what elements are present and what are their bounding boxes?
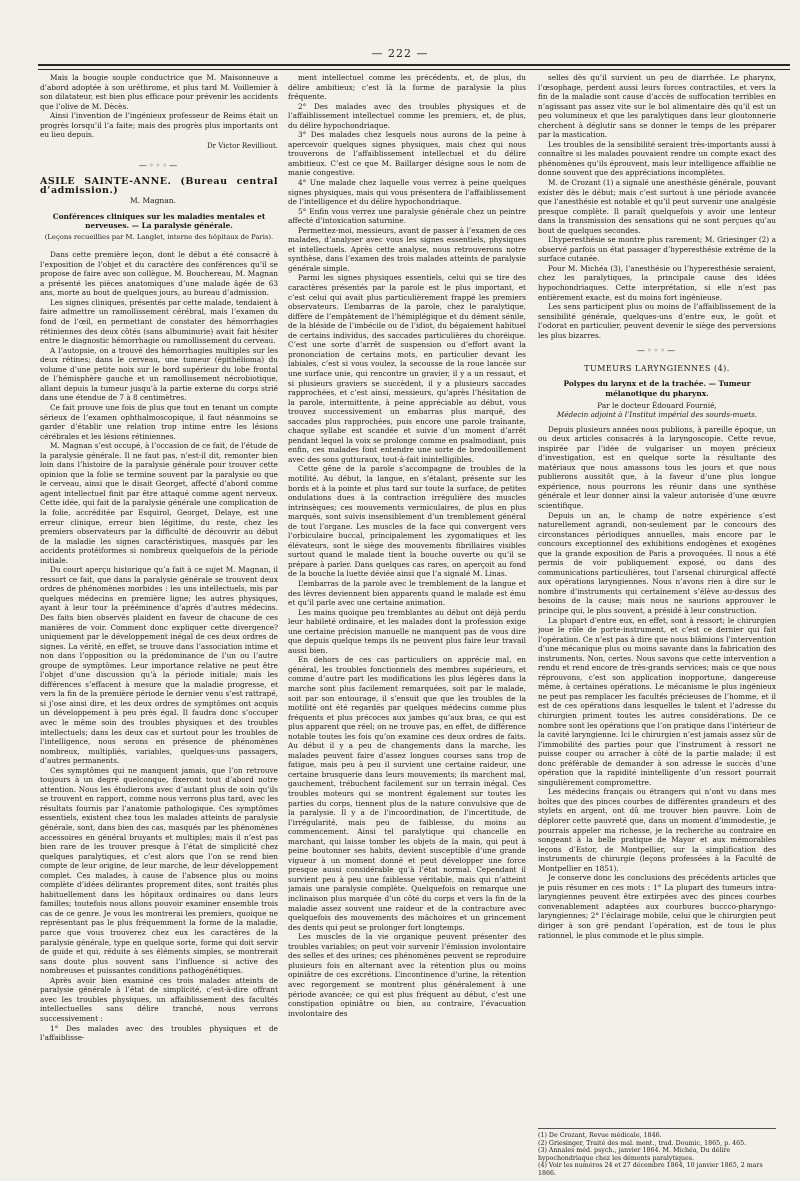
paragraph: L’embarras de la parole avec le tremblement de la langue et des lèvres deviennent bien apparents quand le malade est ému et qu’il parle avec une certaine animation. xyxy=(288,578,526,608)
paragraph: 4° Une malade chez laquelle vous verrez à peine quelques signes physiques, mais qui vous présentera de l’affaiblissement de l’intelligence et du délire hypochondriaque. xyxy=(288,178,526,207)
footnote: (1) De Crozant, Revue médicale, 1846. xyxy=(538,1132,662,1139)
paragraph: Les sens participent plus ou moins de l’affaiblissement de la sensibilité générale, quelques-uns d’entre eux, le goût et l’odorat en particulier, peuvent devenir le siège des perversions les plus bizarres. xyxy=(538,302,776,340)
paragraph: 1° Des malades avec des troubles physiques et de l’affaiblisse- xyxy=(40,1023,278,1043)
paragraph: 2° Des malades avec des troubles physiques et de l’affaiblissement intellectuel comme les premiers, et, de plus, du délire hypochondriaque. xyxy=(288,101,526,130)
paragraph: Dans cette première leçon, dont le début a été consacré à l’exposition de l’objet et du caractère des conférences qu’il se propose de faire avec son collègue, M. Bouchereau, M. Magnan a présenté les pièces anatomiques d’une malade âgée de 63 ans, morte au bout de quelques jours, au bureau d’admission. xyxy=(40,250,278,298)
ornament-divider: —◦◦◦— xyxy=(138,161,180,171)
section-author: M. Magnan. xyxy=(130,196,176,206)
section-heading: ASILE SAINTE-ANNE. (Bureau central d’admission.) xyxy=(40,175,278,197)
paragraph: M. de Crozant (1) a signalé une anesthésie générale, pouvant exister dès le début; mais c’est surtout à une période avancée que l’anesthésie est notable et qu’il peut survenir une analgésie presque complète. Il paraît quelquefois y avoir une lenteur dans la transmission des sensations qui ne sont perçues qu’au bout de quelques secondes. xyxy=(538,178,776,235)
section-subtitle: Conférences cliniques sur les maladies mentales et nerveuses. — La paralysie générale. xyxy=(52,211,266,231)
paragraph: Les muscles de la vie organique peuvent présenter des troubles variables; on peut voir survenir l’émission involontaire des selles et des urines; ces phénomènes peuvent se reproduire plusieurs fois en alternant avec la rétention plus ou moins opiniâtre de ces excrétions. L’incontinence d’urine, la rétention avec regorgement se montrent plus généralement à une période avancée; ce qui est plus fréquent au début, c’est une constipation opiniâtre ou bien, au contraire, l’évacuation involontaire des xyxy=(288,932,526,1018)
paragraph: Depuis un an, le champ de notre expérience s’est naturellement agrandi, non-seulement par le concours des circonstances périodiques annuelles, mais encore par le concours exceptionnel des exhibitions endogènes et exogènes que la grande exposition de Paris a provoquées. Il nous a été permis de voir publiquement exposé, ou dans des communications particulières, tout l’arsenal chirurgical affecté aux opérations laryngiennes. Nous n’avons rien à dire sur le nombre d’instruments qui certainement s’élève au-dessus des besoins de la cause; mais nous ne saurions approuver le principe qui, le plus souvent, a présidé à leur construction. xyxy=(538,510,776,615)
signature: Dr Victor Revilliout. xyxy=(207,141,278,150)
article-subtitle: Polypes du larynx et de la trachée. — Tumeur mélanotique du pharynx. xyxy=(563,379,751,398)
header-rule xyxy=(38,64,790,70)
paragraph: Cette gêne de la parole s’accompagne de troubles de la motilité. Au début, la langue, en s’étalant, présente sur les bords et à la pointe et plus tard sur toute la surface, de petites ondulations dues à la contraction irrégulière des muscles intrinsèques; ces mouvements vermiculaires, de plus en plus marqués, sont suivis insensiblement d’un tremblement général de tout l’organe. Les muscles de la face qui convergent vers l’orbiculaire buccal, principalement les zygomatiques et les élévateurs, sont le siège des mouvements fibrillaires visibles surtout quand le malade tient la bouche ouverte ou qu’il se prépare à parler. Dans quelques cas rares, on aperçoit au fond de la bouche la luette déviée ainsi que l’a signalé M. Linas. xyxy=(288,464,526,579)
paragraph: Ces symptômes qui ne manquent jamais, que l’on retrouve toujours à un degré quelconque, fixeront tout d’abord notre attention. Nous les étudierons avec d’autant plus de soin qu’ils se trouvent en rapport, comme nous verrons plus tard, avec les résultats fournis par l’anatomie pathologique. Ces symptômes essentiels, existent chez tous les malades atteints de paralysie générale, sont, dans bien des cas, masqués par les phénomènes accessoires en général bruyants et multiples; mais il n’est pas bien rare de les trouver presque à l’état de simplicité chez quelques paralytiques, et c’est alors que l’on se rend bien compte de leur origine, de leur marche, de leur développement complet. Ces malades, à cause de l’absence plus ou moins complète d’idées délirantes proprement dites, sont traités plus habituellement dans les hôpitaux ordinaires ou dans leurs familles; toutefois nous allons pouvoir examiner ensemble trois cas de ce genre. Je vous les montrerai les premiers, quoique ne représentant pas le plus fréquemment la forme de la maladie, parce que vous trouverez chez eux les caractères de la paralysie générale, type en quelque sorte, forme qui doit servir de guide et qui, réduite à ses éléments simples, se montrerait sans doute plus souvent sans l’influence si active des nombreuses et puissantes conditions pathogénétiques. xyxy=(40,765,278,976)
column-3 xyxy=(538,73,776,1123)
article-affiliation: Médecin adjoint à l’Institut impérial des sourds-muets. xyxy=(556,410,758,420)
article-byline: Par le docteur Édouard Fournié, xyxy=(597,400,717,410)
footnote: (2) Griesinger, Traité des mal. ment., trad. Doumic, 1865, p. 465. xyxy=(538,1139,747,1147)
paragraph: Pour M. Michéa (3), l’anesthésie ou l’hyperesthésie seraient, chez les paralytiques, la principale cause des idées hypochondriaques. Cette interprétation, si elle n’est pas entièrement exacte, est du moins fort ingénieuse. xyxy=(538,263,776,302)
paragraph: Depuis plusieurs années nous publions, à pareille époque, un ou deux articles consacrés à la laryngoscopie. Cette revue, inspirée par l’idée de vulgariser un moyen précieux d’investigation, est en quelque sorte la résultante des matériaux que nous amassons tous les jours et que nous publierons aussitôt que, à la faveur d’une plus longue expérience, nous pourrons les réunir dans une synthèse générale et leur donner ainsi la valeur autorisée d’une œuvre scientifique. xyxy=(538,424,776,510)
paragraph: Après avoir bien examiné ces trois malades atteints de paralysie générale à l’état de simplicité, c’est-à-dire offrant avec les troubles physiques, un affaiblissement des facultés intellectuelles sans délire tranché, nous verrons successivement : xyxy=(40,975,278,1023)
page-number: — 222 — xyxy=(371,47,429,60)
paragraph: Les mains quoique peu tremblantes au début ont déjà perdu leur habileté ordinaire, et les malades dont la profession exige une certaine précision manuelle ne manquent pas de vous dire que depuis quelque temps ils ne peuvent plus faire leur travail aussi bien. xyxy=(288,607,526,655)
paragraph: selles dès qu’il survient un peu de diarrhée. Le pharynx, l’œsophage, perdent aussi leurs forces contractiles, et vers la fin de la maladie sont cause d’accès de suffocation terribles en n’agissant pas assez vite sur le bol alimentaire dès qu’il est un peu volumineux et que les paralytiques dans leur gloutonnerie cherchent à déglutir sans se donner le temps de les préparer par la mastication. xyxy=(538,73,776,140)
paragraph: Parmi les signes physiques essentiels, celui qui se tire des caractères présentés par la parole est le plus important, et c’est celui qui avait plus particulièrement frappé les premiers observateurs. L’embarras de la parole, chez le paralytique, diffère de l’empâtement de l’hémiplégique et du dément sénile, de la bléside de l’imbécile ou de l’idiot, du bégaiement habituel de certains individus, des saccades particulières du choréique. C’est une sorte d’arrêt de suspension ou d’effort avant la prononciation de certains mots, en particulier devant les labiales, c’est si vous voulez, la secousse de la roue lancée sur une surface unie, qui rencontre un gravier, il y a un ressaut, et si plusieurs graviers se succèdent, il y a plusieurs saccades rapprochées, et c’est ainsi, messieurs, qu’après l’hésitation de la parole, intermittente, à peine appréciable au début, vous trouvez successivement un embarras plus marqué, des saccades plus rapprochées, puis encore une parole traînante, chaque syllabe est scandée et suivie d’un moment d’arrêt pendant lequel la voix se prolonge comme en psalmodiant, puis enfin, ces malades font entendre une sorte de bredouillement avec des sons gutturaux, tout-à-fait inintelligibles. xyxy=(288,273,526,464)
paragraph: A l’autopsie, on a trouvé des hémorrhagies multiples sur les deux rétines; dans le cerveau, une tumeur (épithélioma) du volume d’une petite noix sur le bord supérieur du lobe frontal de l’hémisphère gauche et un ramollissement nécrobiotique, allant depuis la tumeur jusqu’à la partie externe du corps strié dans une étendue de 7 à 8 centimètres. xyxy=(40,345,278,403)
paragraph: Les médecins français ou étrangers qui n’ont vu dans mes boîtes que des pinces courbes de différentes grandeurs et des stylets en argent, ont dû me trouver bien pauvre. Loin de déplorer cette pauvreté que, dans un moment d’immodestie, je pourrais appeler ma richesse, je la recherche au contraire en songeant à la belle pratique de Mayor et aux mémorables leçons d’Estor, de Montpellier, sur la simplification des instruments de chirurgie (leçons professées à la Faculté de Montpellier en 1851). xyxy=(538,787,776,873)
footnote: (3) Annales méd. psych., janvier 1864. M. Michéa, Du délire hypochondriaque chez les déments paralytiques. xyxy=(538,1147,731,1162)
paragraph: M. Magnan s’est occupé, à l’occasion de ce fait, de l’étude de la paralysie générale. Il ne faut pas, n’est-il dit, remonter bien loin dans l’histoire de la paralysie générale pour trouver cette opinion que la folie se termine souvent par la paralysie ou que le cerveau, ainsi que le disait Georget, affecté d’abord comme agent intellectuel finit par être attaqué comme agent nerveux. Cette idée, qui fait de la paralysie générale une complication de la folie, accréditée par Esquirol, Georget, Delaye, est une erreur clinique, erreur bien légitime, du reste, chez les premiers observateurs par la difficulté de découvrir au début de la maladie les signes caractéristiques, masqués par les accidents protéiformes si nombreux quelquefois de la période initiale. xyxy=(40,441,278,565)
column-2 xyxy=(288,73,526,1173)
paragraph: Du court aperçu historique qu’a fait à ce sujet M. Magnan, il ressort ce fait, que dans la paralysie générale se trouvent deux ordres de phénomènes morbides : les uns intellectuels, mis par quelques médecins en première ligne; les autres physiques, ayant à leur tour la prééminence d’après d’autres médecins. Des faits bien observés plaident en faveur de chacune de ces manières de voir. Comment donc expliquer cette divergence? uniquement par le développement inégal de ces deux ordres de signes. La vérité, en effet, se trouve dans l’association intime et non dans l’opposition ou la prédominance de l’un ou l’autre groupe de symptômes. Leur importance relative ne peut être l’objet d’une discussion qu’à la période initiale; mais les différences s’effacent à mesure que la maladie progresse, et vers la fin de la première période le dernier venu s’est rattrapé, si j’ose ainsi dire, et les deux ordres de symptômes ont acquis un développement à peu près égal. Il faudra donc s’occuper avec le même soin des troubles physiques et des troubles intellectuels; dans les deux cas et surtout pour les troubles de l’intelligence, nous serons en présence de phénomènes nombreux, multipliés, variables, quelques-uns passagers, d’autres permanents. xyxy=(40,565,278,766)
article-heading: TUMEURS LARYNGIENNES (4). xyxy=(584,363,730,373)
paragraph: La plupart d’entre eux, en effet, sont à ressort; le chirurgien joue le rôle de porte-instrument, et c’est ce dernier qui fait l’opération. Ce n’est pas à dire que nous blâmions l’intervention d’une mécanique plus ou moins savante dans la fabrication des instruments. Non, certes. Nous savons que cette intervention a rendu et rend encore de très-grands services; mais ce que nous réprouvons, c’est son application inopportune, dangereuse même, à certaines opérations. Le mécanisme le plus ingénieux ne peut pas remplacer les facultés précieuses de l’homme, et il est de ces opérations dans lesquelles le talent et l’adresse du chirurgien priment toutes les autres considérations. De ce nombre sont les opérations que l’on pratique dans l’intérieur de la cavité laryngienne. Ici le chirurgien n’est jamais assez sûr de l’immobilité des parties pour que l’instrument à ressort ne puisse couper ou arracher à côté de la partie malade; il est donc préférable de demander à son adresse le succès d’une opération que la rapidité inintelligente d’un ressort pourrait singulièrement compromettre. xyxy=(538,615,776,787)
paragraph: 5° Enfin vous verrez une paralysie générale chez un peintre affecté d’intoxication saturnine. xyxy=(288,206,526,226)
footnotes xyxy=(538,1128,776,1178)
paragraph: Mais la bougie souple conductrice que M. Maisonneuve a d’abord adoptée à son uréthrome, et plus tard M. Voillemier à son dilatateur, est bien plus efficace pour prévenir les accidents que l’olive de M. Dècès. xyxy=(40,73,278,111)
paragraph: Ce fait prouve une fois de plus que tout en tenant un compte sérieux de l’examen ophthalmoscopique, il faut néanmoins se garder d’établir une relation trop intime entre les lésions cérébrales et les lésions rétiniennes. xyxy=(40,402,278,441)
paragraph: 3° Des malades chez lesquels nous aurons de la peine à apercevoir quelques signes physiques, mais chez qui nous trouverons de l’affaiblissement intellectuel et du délire ambitieux. C’est ce que M. Baillarger désigne sous le nom de manie congestive. xyxy=(288,130,526,178)
column-1 xyxy=(40,73,278,1173)
paragraph: Ainsi l’invention de l’ingénieux professeur de Reims était un progrès lorsqu’il l’a faite; mais des progrès plus importants ont eu lieu depuis. xyxy=(40,111,278,140)
section-note: (Leçons recueillies par M. Langlet, interne des hôpitaux de Paris). xyxy=(44,232,274,241)
ornament-divider: —◦◦◦— xyxy=(636,346,678,356)
paragraph: Les signes cliniques, présentés par cette malade, tendaient à faire admettre un ramollissement cérébral, mais l’examen du fond de l’œil, en permettant de constater des hémorrhagies rétiniennes des deux côtés (sans albuminurie) avait fait hésiter entre le diagnostic hémorrhagie ou ramollissement du cerveau. xyxy=(40,297,278,346)
footnote: (4) Voir les numéros 24 et 27 décembre 1864, 10 janvier 1865, 2 mars 1866. xyxy=(538,1162,763,1177)
paragraph: En dehors de ces cas particuliers on apprécie mal, en général, les troubles fonctionnels des membres supérieurs, et comme d’autre part les modifications les plus légères dans la marche sont plus facilement remarquées, soit par le malade, soit par son entourage, il s’ensuit que que les troubles de la motilité ont été regardés par quelques médecins comme plus fréquents et plus précoces aux jambes qu’aux bras, ce qui est plus apparent que réel; on ne trouve pas, en effet, de différence notable toutes les fois qu’on examine ces deux ordres de faits. Au début il y a peu de changements dans la marche, les malades peuvent faire d’assez longues courses sans trop de fatigue, mais peu à peu il survient une certaine raideur, une certaine brusquerie dans leurs mouvements; ils marchent mal, gauchement, trébuchent facilement sur un terrain inégal. Ces troubles moteurs qui se montrent également sur toutes les parties du corps, tiennent plus de la nature convulsive que de la paralysie. Il y a de l’incoordination, de l’incertitude, de l’irrégularité, mais peu de faiblesse, du moins au commencement. Ainsi tel paralytique qui chancelle en marchant, qui laisse tomber les objets de la main, qui peut à peine boutonner ses habits, devient susceptible d’une grande vigueur à un moment donné et peut développer une force presque aussi considérable qu’à l’état normal. Cependant il survient peu à peu une faiblesse véritable, mais qui n’atteint jamais une paralysie complète. Quelquefois on remarque une inclinaison plus marquée d’un côté du corps et vers la fin de la maladie assez souvent une raideur et de la contracture avec quelquefois des mouvements des mâchoires et un grincement des dents qui peut se prolonger fort longtemps. xyxy=(288,655,526,932)
paragraph: Les troubles de la sensibilité seraient très-importants aussi à connaître si les malades pouvaient rendre un compte exact des phénomènes qu’ils éprouvent, mais leur intelligence affaiblie ne donne souvent que des appréciations incomplètes. xyxy=(538,139,776,178)
paragraph: L’hyperesthésie se montre plus rarement; M. Griesinger (2) a observé parfois un état passager d’hyperesthésie extrême de la surface cutanée. xyxy=(538,235,776,264)
paragraph: Je conserve donc les conclusions des précédents articles que je puis résumer en ces mots : 1° La plupart des tumeurs intra-laryngiennes peuvent être extirpées avec des pinces courbes convenablement adaptées aux courbures buccco-pharyngo-laryngiennes; 2° l’éclairage mobile, celui que le chirurgien peut diriger à son gré pendant l’opération, est de tous le plus rationnel, le plus commode et le plus simple. xyxy=(538,873,776,940)
paragraph: ment intellectuel comme les précédents, et, de plus, du délire ambitieux; c’est là la forme de paralysie la plus fréquente. xyxy=(288,73,526,102)
paragraph: Permettez-moi, messieurs, avant de passer à l’examen de ces malades, d’analyser avec vous les signes essentiels, physiques et intellectuels. Après cette analyse, nous retrouverons notre synthèse, dans l’examen des trois malades atteints de paralysie générale simple. xyxy=(288,225,526,273)
